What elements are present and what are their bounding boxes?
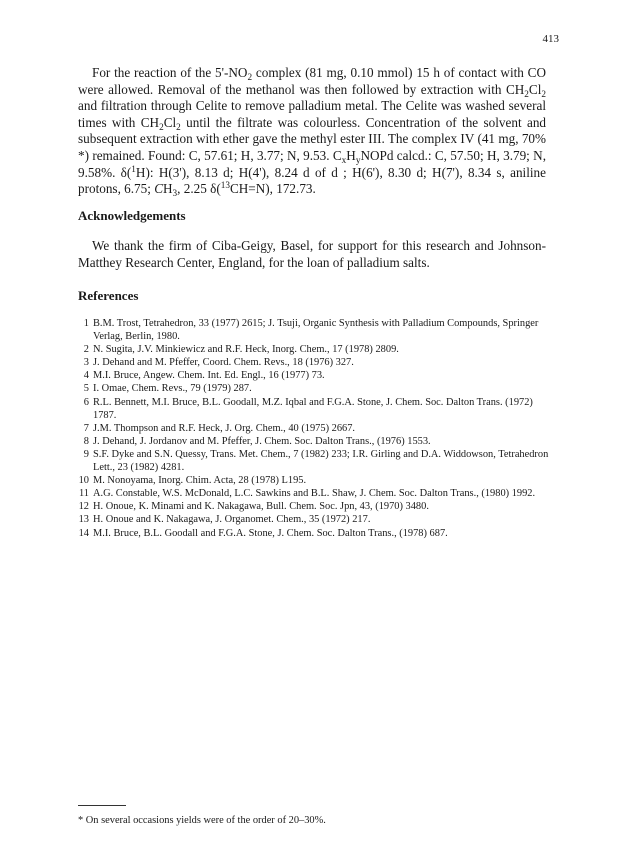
reference-item [78,487,552,500]
reference-number: 11 [78,488,89,500]
experimental-paragraph [78,65,546,198]
reference-item [78,500,552,513]
para-text-7: H [346,147,356,163]
reference-text: I. Omae, Chem. Revs., 79 (1979) 287. [93,383,252,395]
reference-number: 8 [83,435,89,447]
para-text-1: For the reaction of the 5'-NO [92,65,248,80]
reference-number: 5 [83,383,89,395]
para-text-4: and filtration through Celite to remove palladium metal. The Celite was washed several times with CH [78,98,546,130]
reference-item [78,435,552,448]
reference-item [78,513,552,526]
reference-number: 10 [78,475,89,487]
reference-text: H. Onoue, K. Minami and K. Nakagawa, Bull. Chem. Soc. Jpn, 43, (1970) 3480. [93,501,429,513]
reference-number: 2 [83,344,89,356]
para-text-12: CH=N), 172.73. [229,181,316,197]
reference-number: 1 [83,318,89,329]
reference-text: J.M. Thompson and R.F. Heck, J. Org. Chem., 40 (1975) 2667. [93,422,356,434]
para-text-10: H [163,181,173,197]
reference-text: J. Dehand, J. Jordanov and M. Pfeffer, J. Chem. Soc. Dalton Trans., (1976) 1553. [93,435,431,447]
references-heading: References [78,288,139,303]
reference-text: J. Dehand and M. Pfeffer, Coord. Chem. Revs., 18 (1976) 327. [93,357,354,369]
footnote: * On several occasions yields were of the order of 20–30%. [78,815,326,826]
para-text-9: H): H(3'), 8.13 d; H(4'), 8.24 d of d ; H(6'), 8.30 d; H(7'), 8.34 s, aniline protons, 6.75; [78,164,546,197]
para-text-6: until the filtrate was colourless. Concentration of the solvent and subsequent extraction with ether gave the methyl ester III. The complex IV (41 mg, 70% *) remained. Found: C, 57.61; H, 3.77; N, 9.53. C [78,114,547,163]
subscript: y [355,154,361,165]
reference-item [78,474,552,487]
reference-number: 13 [78,514,89,526]
reference-number: 6 [83,396,89,408]
page-number: 413 [542,33,559,45]
reference-text: S.F. Dyke and S.N. Quessy, Trans. Met. Chem., 7 (1982) 233; I.R. Girling and D.A. Widdowson, Tetrahedron Lett., 23 (1982) 4281. [93,448,549,474]
superscript: 13 [220,180,230,191]
italic-text: C [154,181,163,197]
reference-item [78,343,552,356]
reference-number: 3 [83,357,89,369]
reference-text: M.I. Bruce, B.L. Goodall and F.G.A. Stone, J. Chem. Soc. Dalton Trans., (1978) 687. [93,527,448,539]
reference-number: 9 [83,448,89,460]
reference-number: 7 [83,422,89,434]
reference-text: A.G. Constable, W.S. McDonald, L.C. Sawkins and B.L. Shaw, J. Chem. Soc. Dalton Trans., (1980) 1992. [93,488,536,500]
subscript: 2 [524,88,529,99]
acknowledgements-heading: Acknowledgements [78,208,186,223]
reference-number: 14 [78,527,89,539]
para-text-2: complex (81 mg, 0.10 mmol) 15 h of contact with CO were allowed. Removal of the methanol was then followed by extraction with CH [78,65,546,97]
reference-text: M. Nonoyama, Inorg. Chim. Acta, 28 (1978) L195. [93,475,307,487]
para-text-5: Cl [163,114,177,130]
reference-item [78,527,552,540]
subscript: 2 [247,71,253,82]
reference-item [78,356,552,369]
superscript: 1 [131,163,136,174]
reference-text: B.M. Trost, Tetrahedron, 33 (1977) 2615; J. Tsuji, Organic Synthesis with Palladium Compounds, Springer Verlag, Berlin, 1980. [93,318,539,343]
subscript: 2 [541,88,546,99]
para-text-11: , 2.25 δ( [177,181,221,197]
reference-text: H. Onoue and K. Nakagawa, J. Organomet. Chem., 35 (1972) 217. [93,514,371,526]
reference-item [78,317,552,343]
reference-item [78,382,552,395]
subscript: x [341,154,347,165]
reference-item [78,396,552,422]
para-text-8: NOPd calcd.: C, 57.50; H, 3.79; N, 9.58%. δ( [78,147,546,180]
subscript: 3 [172,187,178,198]
acknowledgements-text: We thank the firm of Ciba-Geigy, Basel, for support for this research and Johnson-Matthey Research Center, England, for the loan of palladium salts. [78,238,546,270]
reference-item [78,448,552,474]
subscript: 2 [176,121,181,132]
reference-number: 12 [78,501,89,513]
reference-text: M.I. Bruce, Angew. Chem. Int. Ed. Engl., 16 (1977) 73. [93,370,325,382]
para-text-3: Cl [528,81,542,97]
reference-text: N. Sugita, J.V. Minkiewicz and R.F. Heck, Inorg. Chem., 17 (1978) 2809. [93,344,399,356]
footnote-divider [78,805,126,806]
reference-text: R.L. Bennett, M.I. Bruce, B.L. Goodall, M.Z. Iqbal and F.G.A. Stone, J. Chem. Soc. Dalton Trans. (1972) 1787. [93,396,533,421]
reference-list [78,317,552,540]
subscript: 2 [159,121,164,132]
reference-item [78,369,552,382]
reference-item [78,422,552,435]
reference-number: 4 [83,370,89,382]
